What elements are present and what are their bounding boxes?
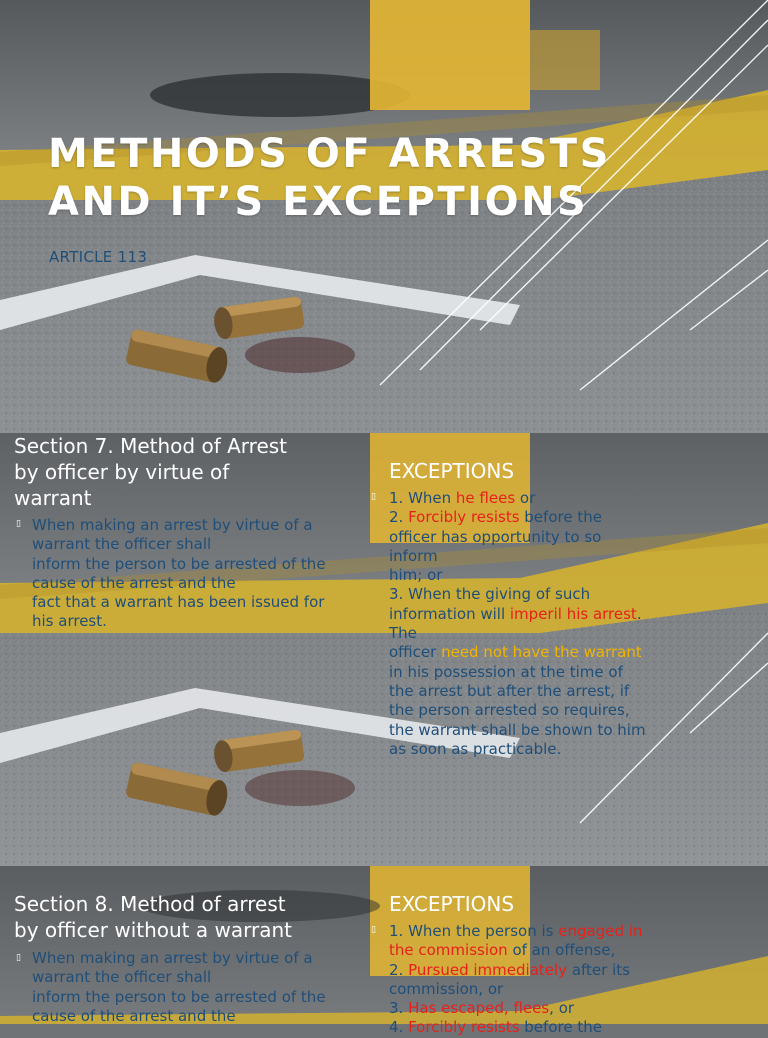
exception-line: 1. When he flees or xyxy=(389,489,536,507)
body-line: When making an arrest by virtue of a xyxy=(32,516,313,534)
exception-line: information will imperil his arrest. xyxy=(389,604,642,623)
exception-line: 1. When the person is engaged in xyxy=(389,922,643,940)
section-8-heading xyxy=(14,891,292,943)
exceptions-list xyxy=(389,489,646,759)
bullet-icon: ▯ xyxy=(371,492,376,502)
highlight-red: the commission xyxy=(389,941,508,960)
exception-line: 2. Pursued immediately after its xyxy=(389,960,630,979)
exception-line: inform xyxy=(389,546,438,565)
highlight-red: Forcibly resists xyxy=(408,508,520,527)
heading-line: Section 8. Method of arrest xyxy=(14,892,286,916)
title-slide xyxy=(0,0,768,433)
highlight-red: Forcibly resists xyxy=(408,1018,520,1037)
body-line: cause of the arrest and the xyxy=(32,1006,236,1025)
body-line: inform the person to be arrested of the xyxy=(32,554,326,573)
highlight-amber: need not have the warrant xyxy=(441,643,642,662)
heading-line: warrant xyxy=(14,486,92,510)
body-line: warrant the officer shall xyxy=(32,968,212,987)
exception-line: as soon as practicable. xyxy=(389,739,562,758)
title-line: AND IT’S EXCEPTIONS xyxy=(48,179,589,225)
body-line: his arrest. xyxy=(32,612,107,631)
body-line: warrant the officer shall xyxy=(32,535,212,554)
section-7-slide xyxy=(0,433,768,866)
body-line: cause of the arrest and the xyxy=(32,573,236,592)
bullet-icon: ▯ xyxy=(16,953,21,963)
subtitle: ARTICLE 113 xyxy=(49,248,148,266)
highlight-red: engaged in xyxy=(558,922,643,940)
section-7-heading xyxy=(14,433,287,511)
exceptions-heading: EXCEPTIONS xyxy=(389,459,515,483)
body-line: When making an arrest by virtue of a xyxy=(32,949,313,967)
exceptions-heading: EXCEPTIONS xyxy=(389,892,515,916)
highlight-red: Has escaped, flees xyxy=(408,999,550,1018)
exception-line: officer need not have the warrant xyxy=(389,643,642,662)
exception-line: the commission of an offense, xyxy=(389,941,616,960)
highlight-red: he flees xyxy=(455,489,516,507)
heading-line: by officer without a warrant xyxy=(14,918,292,942)
exception-line: officer has opportunity to so xyxy=(389,527,602,546)
title-line: METHODS OF ARRESTS xyxy=(48,131,611,177)
exception-line: 4. Forcibly resists before the xyxy=(389,1018,602,1037)
exception-line: commission, or xyxy=(389,979,504,998)
exception-line: in his possession at the time of xyxy=(389,662,623,681)
body-line: fact that a warrant has been issued for xyxy=(32,593,325,612)
exception-line: 2. Forcibly resists before the xyxy=(389,508,602,527)
exception-line: The xyxy=(389,624,417,643)
heading-line: by officer by virtue of xyxy=(14,460,230,484)
body-line: inform the person to be arrested of the xyxy=(32,987,326,1006)
highlight-red: Pursued immediately xyxy=(408,960,568,979)
exception-line: the warrant shall be shown to him xyxy=(389,720,646,739)
presentation-title xyxy=(48,130,611,226)
bullet-icon: ▯ xyxy=(371,925,376,935)
exception-line: 3. Has escaped, flees, or xyxy=(389,999,575,1018)
exception-line: him; or xyxy=(389,566,443,585)
exception-line: the arrest but after the arrest, if xyxy=(389,681,630,700)
exception-line: the person arrested so requires, xyxy=(389,701,630,720)
exception-line: 3. When the giving of such xyxy=(389,585,591,604)
heading-line: Section 7. Method of Arrest xyxy=(14,434,288,458)
bullet-icon: ▯ xyxy=(16,519,21,529)
exceptions-list xyxy=(389,922,642,1038)
highlight-red: imperil his arrest xyxy=(509,604,637,623)
section-8-body xyxy=(32,949,326,1026)
section-7-body xyxy=(32,516,326,632)
section-8-slide xyxy=(0,866,768,1037)
